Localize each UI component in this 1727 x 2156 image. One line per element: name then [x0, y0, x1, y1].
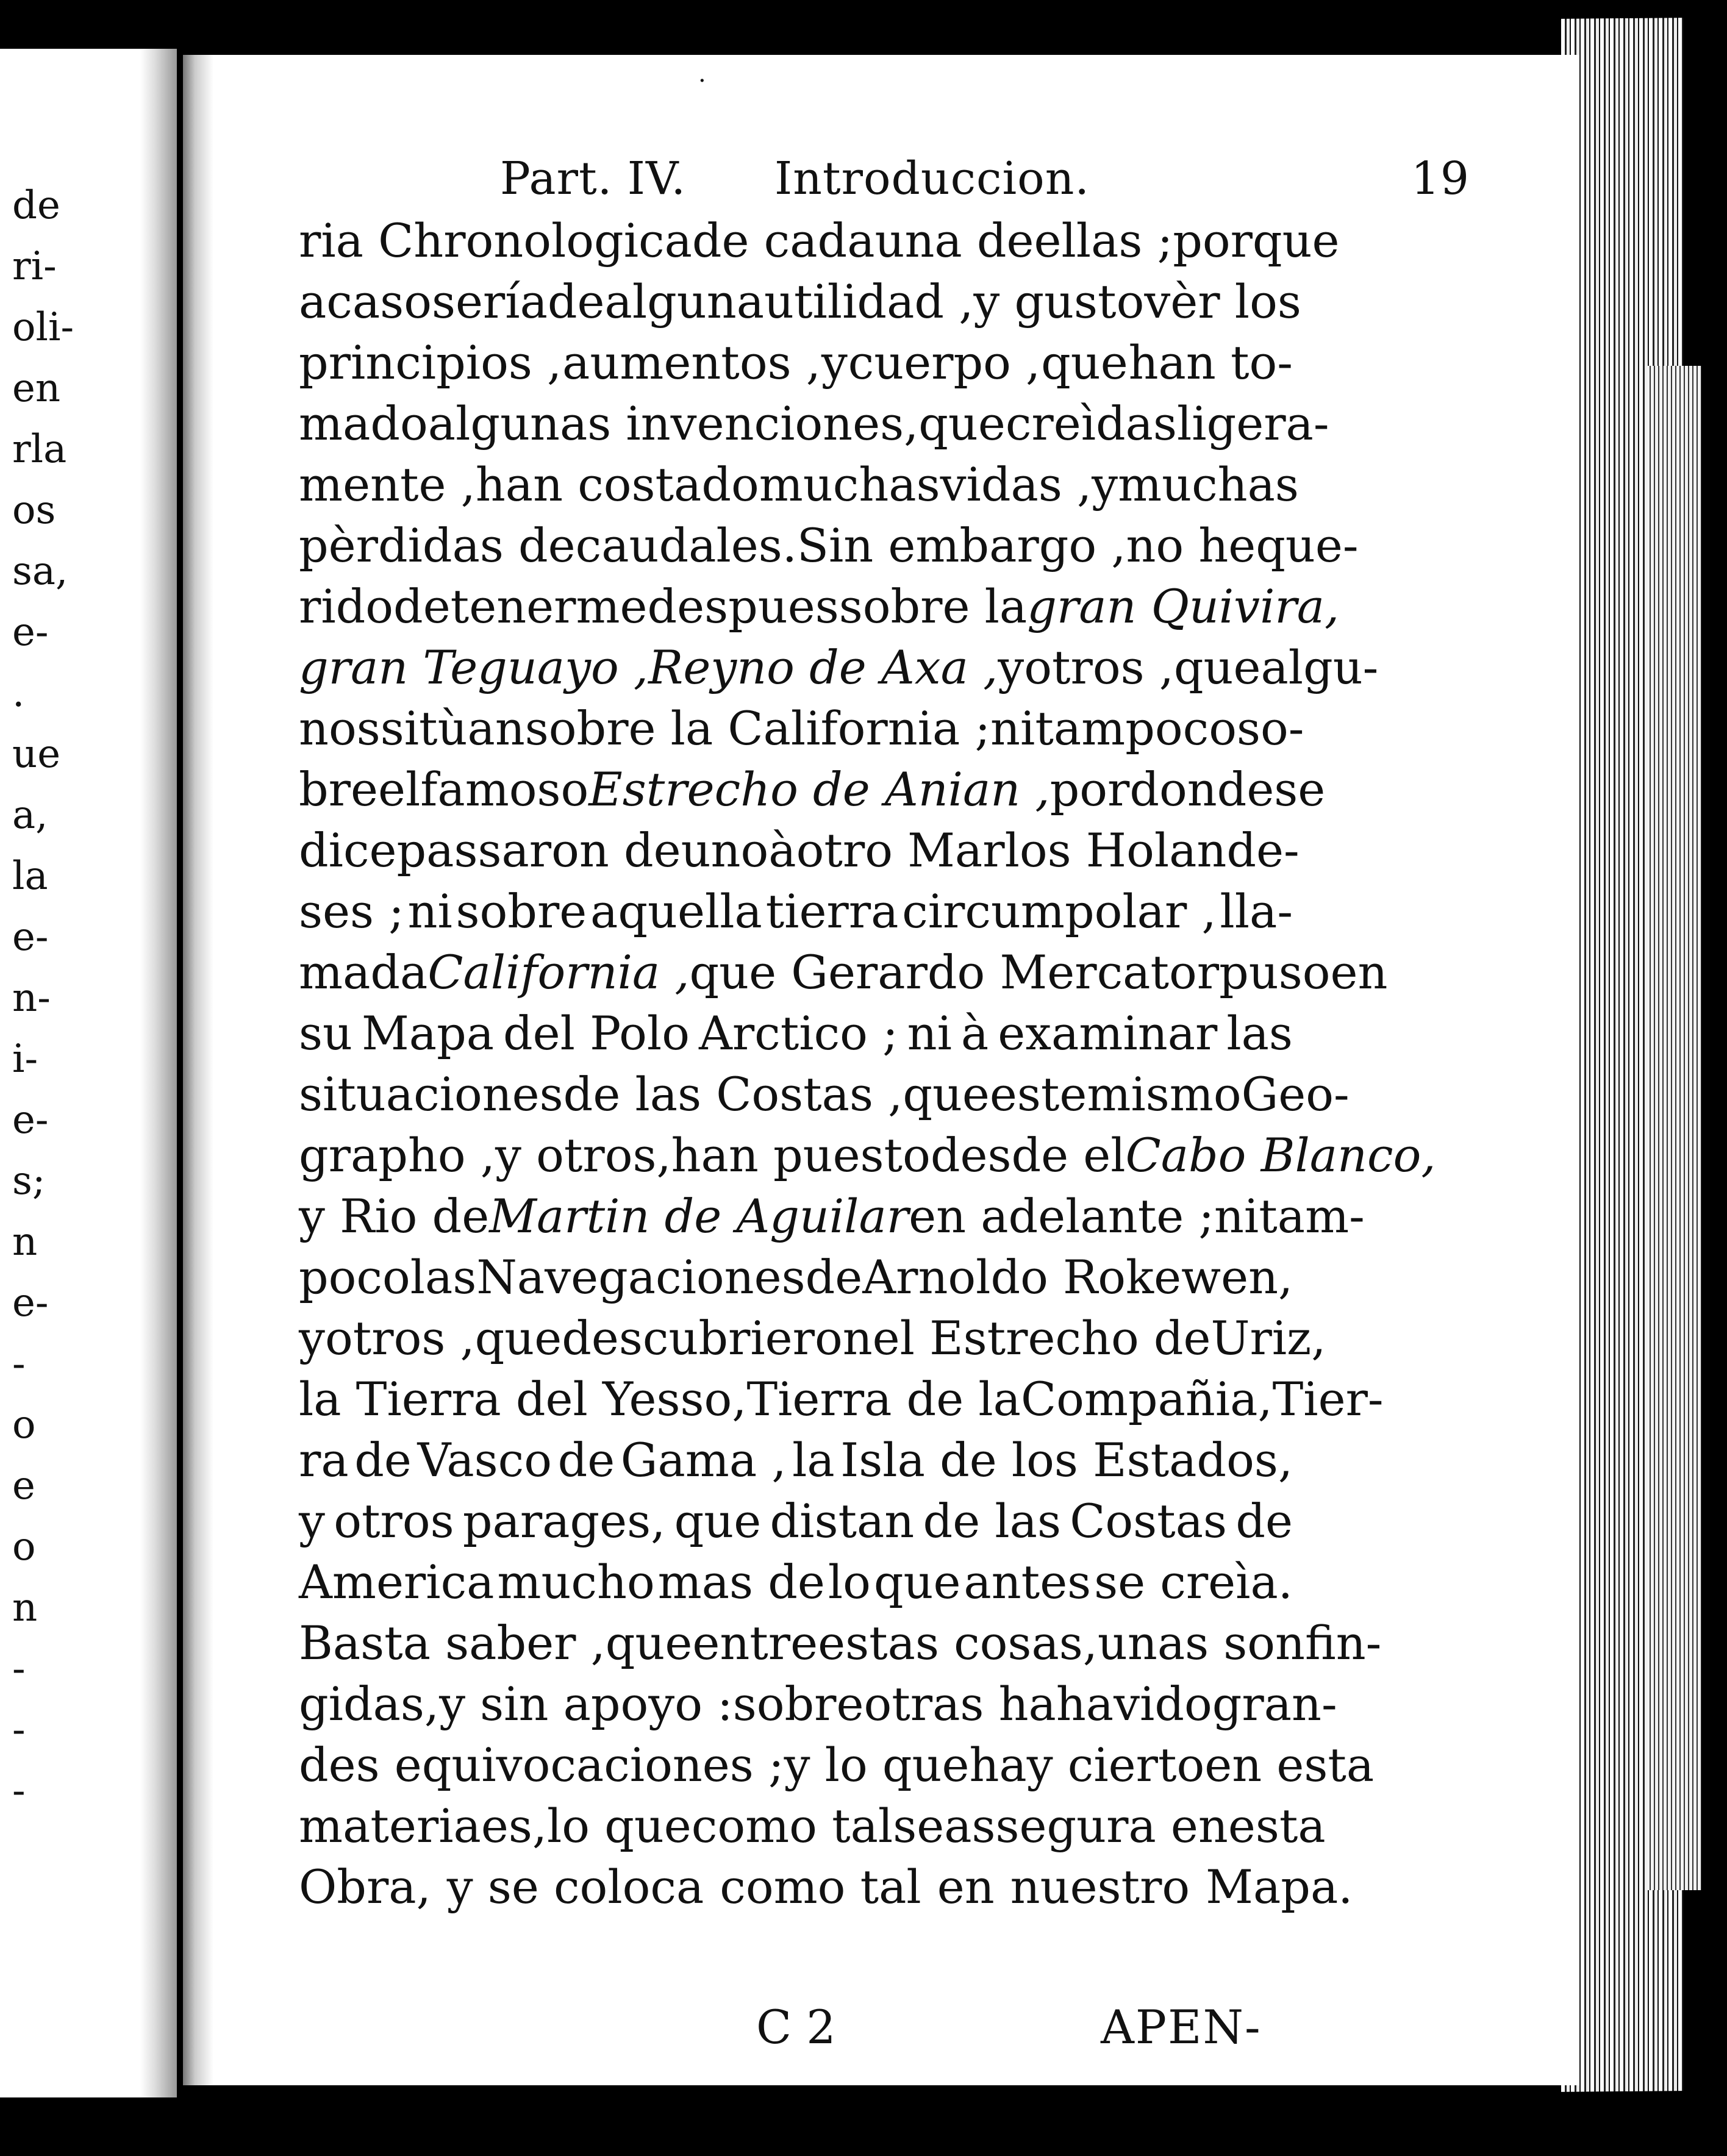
- text-word: y lo que: [784, 1738, 970, 1792]
- text-word: Mapa: [361, 1006, 495, 1060]
- text-line: [299, 1796, 1326, 1857]
- text-word: la Tierra del Yesso,: [299, 1372, 747, 1426]
- text-word: fin-: [1305, 1616, 1382, 1670]
- left-page-fragment: -: [12, 1707, 26, 1752]
- text-word: de: [805, 1250, 863, 1304]
- text-word: mas de: [657, 1555, 825, 1609]
- left-page-fragment: e-: [12, 915, 49, 960]
- text-word: en adelante ;: [909, 1189, 1214, 1243]
- text-word: y: [299, 1311, 325, 1365]
- text-word: han to-: [1128, 335, 1293, 390]
- text-word: una de: [874, 213, 1034, 268]
- text-line: [299, 698, 1304, 759]
- left-page-gutter: [140, 49, 177, 2097]
- left-page-fragment: e-: [12, 1280, 49, 1326]
- text-word: Costas: [1070, 1494, 1228, 1548]
- left-page-fragment: -: [12, 1768, 26, 1813]
- page-number: 19: [1411, 152, 1470, 205]
- text-word: passaron de: [396, 823, 681, 877]
- text-word: mada: [299, 945, 428, 999]
- text-word: uno: [681, 823, 769, 877]
- text-word: Mapa.: [1206, 1860, 1353, 1914]
- text-word: Cabo Blanco,: [1125, 1128, 1436, 1182]
- left-page-fragment: sa,: [12, 549, 68, 594]
- text-word: sería: [431, 274, 548, 329]
- text-line: [299, 1613, 1382, 1674]
- text-word: algunas invenciones,: [427, 396, 919, 451]
- text-word: mucho: [497, 1555, 655, 1609]
- text-word: sobre la: [838, 579, 1028, 634]
- text-word: parages,: [462, 1494, 666, 1548]
- text-word: hay cierto: [969, 1738, 1205, 1792]
- text-word: sitùan: [380, 701, 525, 755]
- text-word: que-: [1256, 518, 1359, 573]
- text-word: otros ,: [1024, 640, 1174, 694]
- text-word: situaciones: [299, 1067, 563, 1121]
- left-page-fragment: o: [12, 1402, 36, 1447]
- text-line: [299, 1735, 1375, 1796]
- text-word: de: [1235, 1494, 1293, 1548]
- page-edges-inner: [1647, 366, 1701, 1890]
- text-line: [299, 454, 1299, 515]
- text-word: ligera-: [1176, 396, 1329, 451]
- text-word: gran Teguayo ,: [299, 640, 649, 694]
- text-word: utilidad ,: [764, 274, 974, 329]
- text-word: tam-: [1259, 1189, 1365, 1243]
- text-word: otro Mar: [796, 823, 1005, 877]
- text-line: [299, 393, 1329, 454]
- left-page-fragment: e-: [12, 610, 49, 655]
- text-word: Vasco: [417, 1433, 552, 1487]
- text-word: su: [299, 1006, 352, 1060]
- left-page-fragment: la: [12, 854, 48, 899]
- text-word: unas son: [1097, 1616, 1305, 1670]
- text-line: [299, 942, 1388, 1003]
- text-word: y: [1092, 457, 1118, 512]
- running-head-title: Introduccion.: [774, 152, 1090, 205]
- text-word: han costado: [475, 457, 759, 512]
- text-line: [299, 515, 1359, 576]
- left-page-fragment: rla: [12, 427, 67, 472]
- text-word: los Holande-: [1004, 823, 1300, 877]
- text-word: ni: [407, 884, 452, 938]
- text-line: [299, 1003, 1293, 1064]
- text-word: ellas ;: [1034, 213, 1173, 268]
- text-word: America: [299, 1555, 495, 1609]
- text-word: de las: [923, 1494, 1061, 1548]
- text-word: otras ha: [864, 1677, 1056, 1731]
- text-word: muchas: [759, 457, 940, 512]
- catchword: APEN-: [1101, 2000, 1262, 2054]
- text-word: han puesto: [671, 1128, 931, 1182]
- text-word: nos: [299, 701, 381, 755]
- left-page-fragment: s;: [12, 1158, 46, 1204]
- text-word: que: [918, 396, 1006, 451]
- text-word: puso: [1219, 945, 1331, 999]
- text-word: que: [903, 1067, 990, 1121]
- text-word: à: [960, 1006, 989, 1060]
- text-word: Tier-: [1272, 1372, 1384, 1426]
- text-word: en: [937, 1860, 995, 1914]
- text-word: Obra,: [299, 1860, 431, 1914]
- text-word: Tierra de la: [746, 1372, 1021, 1426]
- text-word: que: [674, 1494, 762, 1548]
- text-word: por: [1049, 762, 1130, 816]
- text-word: examinar: [998, 1006, 1218, 1060]
- text-word: mente ,: [299, 457, 476, 512]
- text-line: [299, 1430, 1293, 1491]
- text-word: Sin embargo ,: [796, 518, 1126, 573]
- text-word: que: [1041, 335, 1128, 390]
- text-word: y Rio de: [299, 1189, 490, 1243]
- text-line: [299, 637, 1379, 698]
- text-line: [299, 271, 1301, 332]
- text-word: lo que: [546, 1799, 692, 1853]
- text-word: las: [410, 1250, 477, 1304]
- text-word: no he: [1126, 518, 1256, 573]
- text-word: gran-: [1212, 1677, 1337, 1731]
- text-word: Basta saber ,: [299, 1616, 606, 1670]
- text-word: gran Quivira,: [1027, 579, 1340, 634]
- left-page-fragment: -: [12, 1646, 26, 1691]
- text-line: [299, 1369, 1384, 1430]
- left-page-fragment: n: [12, 1219, 38, 1265]
- text-word: aquella: [590, 884, 762, 938]
- text-word: estas cosas,: [818, 1616, 1098, 1670]
- text-word: lla-: [1220, 884, 1293, 938]
- text-word: en: [1330, 945, 1388, 999]
- text-word: muchas: [1118, 457, 1299, 512]
- text-line: [299, 576, 1340, 637]
- text-word: y: [821, 335, 848, 390]
- text-word: lo: [828, 1555, 871, 1609]
- text-word: Reyno de Axa ,: [648, 640, 998, 694]
- text-word: pèrdidas de: [299, 518, 576, 573]
- text-word: havido: [1056, 1677, 1212, 1731]
- text-word: Estrecho de Anian ,: [588, 762, 1050, 816]
- text-word: se: [1274, 762, 1326, 816]
- text-word: antes: [964, 1555, 1092, 1609]
- text-word: y sin apoyo :: [439, 1677, 733, 1731]
- text-line: [299, 1247, 1293, 1308]
- text-word: que: [605, 1616, 693, 1670]
- text-line: [299, 332, 1293, 393]
- text-word: algu-: [1260, 640, 1379, 694]
- text-word: rido: [299, 579, 394, 634]
- text-word: tampoco: [1035, 701, 1237, 755]
- text-word: que: [1173, 640, 1261, 694]
- text-word: como tal: [720, 1860, 921, 1914]
- text-word: que: [873, 1555, 961, 1609]
- text-word: sobre: [732, 1677, 864, 1731]
- text-word: alguna: [604, 274, 765, 329]
- text-word: otros: [334, 1494, 454, 1548]
- running-head: [500, 152, 1470, 213]
- text-word: porque: [1173, 213, 1340, 268]
- text-word: grapho ,: [299, 1128, 495, 1182]
- text-word: de cada: [692, 213, 875, 268]
- text-word: esta: [1228, 1799, 1326, 1853]
- text-line: [299, 1857, 1353, 1918]
- text-word: ni: [990, 701, 1035, 755]
- text-word: ni: [1214, 1189, 1259, 1243]
- text-word: Gama ,: [620, 1433, 787, 1487]
- text-word: des equivocaciones ;: [299, 1738, 784, 1792]
- text-word: la: [792, 1433, 835, 1487]
- text-word: las: [1226, 1006, 1293, 1060]
- text-word: bre: [299, 762, 378, 816]
- left-page-fragment: de: [12, 183, 60, 228]
- text-word: vèr los: [1144, 274, 1301, 329]
- left-page-fragment: oli-: [12, 305, 74, 350]
- text-word: donde: [1129, 762, 1275, 816]
- text-word: otros ,: [324, 1311, 475, 1365]
- text-word: caudales.: [575, 518, 797, 573]
- text-word: ra: [299, 1433, 349, 1487]
- gutter-shadow: [183, 55, 213, 2085]
- text-word: Arctico ;: [698, 1006, 898, 1060]
- text-word: el: [377, 762, 421, 816]
- text-word: sobre la California ;: [524, 701, 991, 755]
- text-line: [299, 1125, 1436, 1186]
- text-word: poco: [299, 1250, 410, 1304]
- left-page-fragment: os: [12, 488, 56, 533]
- text-word: y: [998, 640, 1024, 694]
- text-line: [299, 1308, 1326, 1369]
- left-page-fragment: n-: [12, 976, 51, 1021]
- left-page-fragment: e: [12, 1463, 35, 1508]
- text-word: detenerme: [393, 579, 648, 634]
- text-word: descubrieron: [562, 1311, 873, 1365]
- text-line: [299, 1186, 1365, 1247]
- text-word: mado: [299, 396, 428, 451]
- text-word: ria Chronologica: [299, 213, 692, 268]
- left-page-fragment: i-: [12, 1037, 38, 1082]
- text-word: nuestro: [1010, 1860, 1190, 1914]
- text-word: como tal: [691, 1799, 893, 1853]
- text-word: este: [989, 1067, 1087, 1121]
- left-page-fragment: en: [12, 366, 61, 411]
- text-word: aumentos ,: [562, 335, 821, 390]
- text-word: entre: [692, 1616, 818, 1670]
- text-word: y se coloca: [446, 1860, 704, 1914]
- text-line: [299, 1491, 1293, 1552]
- text-line: [299, 1552, 1293, 1613]
- text-word: del Polo: [503, 1006, 690, 1060]
- text-word: que: [474, 1311, 562, 1365]
- book-page: [183, 55, 1579, 2085]
- text-word: de las Costas ,: [563, 1067, 903, 1121]
- signature-mark: C 2: [756, 2000, 836, 2054]
- text-word: de: [354, 1433, 412, 1487]
- text-word: principios ,: [299, 335, 562, 390]
- body-text: [299, 210, 1436, 1918]
- text-word: Martin de Aguilar: [489, 1189, 909, 1243]
- text-word: despues: [647, 579, 839, 634]
- text-word: California ,: [427, 945, 690, 999]
- text-line: [299, 1674, 1337, 1735]
- text-word: assegura en: [944, 1799, 1228, 1853]
- text-word: de: [547, 274, 605, 329]
- text-line: [299, 1064, 1350, 1125]
- text-word: en esta: [1204, 1738, 1375, 1792]
- text-word: vidas ,: [940, 457, 1092, 512]
- text-word: creìdas: [1005, 396, 1177, 451]
- text-word: distan: [770, 1494, 915, 1548]
- ink-speck: ·: [698, 67, 706, 95]
- text-word: Compañia,: [1020, 1372, 1273, 1426]
- text-word: se: [893, 1799, 945, 1853]
- text-line: [299, 210, 1340, 271]
- text-word: es,: [481, 1799, 547, 1853]
- text-word: dice: [299, 823, 397, 877]
- left-page-fragment: -: [12, 1341, 26, 1387]
- text-word: de: [557, 1433, 615, 1487]
- left-page-fragment: n: [12, 1585, 38, 1630]
- text-word: materia: [299, 1799, 481, 1853]
- text-word: y: [299, 1494, 325, 1548]
- text-word: mismo: [1087, 1067, 1242, 1121]
- text-word: sobre: [456, 884, 587, 938]
- left-page-fragment: o: [12, 1524, 36, 1569]
- text-word: ni: [907, 1006, 952, 1060]
- running-head-part: Part. IV.: [500, 152, 686, 205]
- text-word: ses ;: [299, 884, 404, 938]
- text-word: acaso: [299, 274, 432, 329]
- text-word: y otros,: [495, 1128, 671, 1182]
- text-word: Geo-: [1241, 1067, 1350, 1121]
- left-page-fragment: e-: [12, 1098, 49, 1143]
- text-word: Navegaciones: [476, 1250, 806, 1304]
- text-word: el Estrecho de: [872, 1311, 1211, 1365]
- text-word: Arnoldo Rokewen,: [862, 1250, 1293, 1304]
- text-word: y gusto: [973, 274, 1145, 329]
- text-word: famoso: [420, 762, 589, 816]
- text-word: que Gerardo Mercator: [689, 945, 1220, 999]
- text-word: se creìa.: [1094, 1555, 1293, 1609]
- text-word: so-: [1236, 701, 1304, 755]
- text-word: à: [768, 823, 796, 877]
- text-word: circumpolar ,: [902, 884, 1217, 938]
- left-page-fragment: ue: [12, 732, 61, 777]
- text-word: Isla de los Estados,: [840, 1433, 1293, 1487]
- left-page-fragment: .: [12, 671, 25, 716]
- left-page-fragment: ri-: [12, 244, 57, 289]
- text-word: gidas,: [299, 1677, 440, 1731]
- text-line: [299, 820, 1300, 881]
- text-word: cuerpo ,: [848, 335, 1041, 390]
- left-page-fragment: a,: [12, 793, 48, 838]
- text-word: desde el: [930, 1128, 1126, 1182]
- text-line: [299, 881, 1293, 942]
- text-word: tierra: [765, 884, 899, 938]
- text-line: [299, 759, 1326, 820]
- text-word: Uriz,: [1210, 1311, 1326, 1365]
